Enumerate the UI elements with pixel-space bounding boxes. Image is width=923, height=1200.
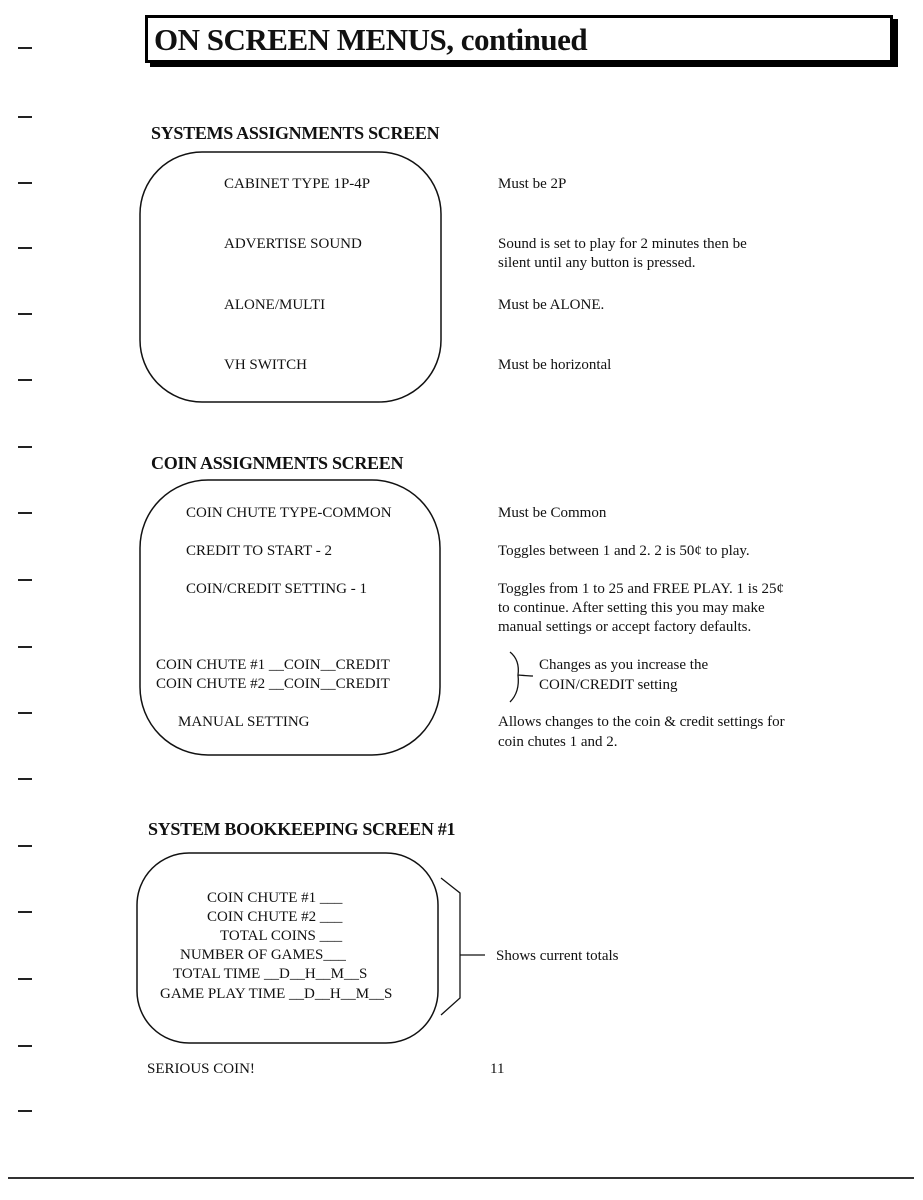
- coin-credit-note-line1: Toggles from 1 to 25 and FREE PLAY. 1 is 25¢: [498, 581, 785, 597]
- bookkeeping-bracket: [441, 878, 460, 1015]
- advertise-sound-label: ADVERTISE SOUND: [224, 236, 362, 252]
- alone-multi-label: ALONE/MULTI: [224, 297, 326, 313]
- cabinet-type-label: CABINET TYPE 1P-4P: [224, 176, 371, 192]
- manual-setting-label: MANUAL SETTING: [178, 714, 310, 730]
- vh-switch-note: Must be horizontal: [498, 357, 612, 373]
- bk-total-coins: TOTAL COINS ___: [220, 928, 343, 944]
- vh-switch-label: VH SWITCH: [224, 357, 307, 373]
- page-number: 11: [490, 1061, 505, 1077]
- coin-heading: COIN ASSIGNMENTS SCREEN: [151, 453, 404, 473]
- coin-chute-2-label: COIN CHUTE #2 __COIN__CREDIT: [156, 676, 390, 692]
- manual-setting-note-line1: Allows changes to the coin & credit settings for: [498, 714, 785, 730]
- bk-game-play-time: GAME PLAY TIME __D__H__M__S: [160, 986, 393, 1002]
- bookkeeping-note: Shows current totals: [496, 948, 619, 964]
- advertise-sound-note-line1: Sound is set to play for 2 minutes then be: [498, 236, 747, 252]
- coin-chute-type-label: COIN CHUTE TYPE-COMMON: [186, 505, 392, 521]
- chutes-note-line1: Changes as you increase the: [539, 657, 709, 673]
- alone-multi-note: Must be ALONE.: [498, 297, 605, 313]
- chutes-note-line2: COIN/CREDIT setting: [539, 677, 678, 693]
- bk-coin-chute-1: COIN CHUTE #1 ___: [207, 890, 343, 906]
- credit-to-start-label: CREDIT TO START - 2: [186, 543, 332, 559]
- chutes-brace: [510, 652, 533, 702]
- manual-setting-note-line2: coin chutes 1 and 2.: [498, 734, 618, 750]
- coin-credit-note-line3: manual settings or accept factory defaults.: [498, 619, 752, 635]
- coin-credit-setting-label: COIN/CREDIT SETTING - 1: [186, 581, 367, 597]
- bk-coin-chute-2: COIN CHUTE #2 ___: [207, 909, 343, 925]
- page-title: ON SCREEN MENUS, continued: [154, 22, 588, 57]
- bookkeeping-heading: SYSTEM BOOKKEEPING SCREEN #1: [148, 819, 456, 839]
- systems-heading: SYSTEMS ASSIGNMENTS SCREEN: [151, 123, 440, 143]
- coin-credit-note-line2: to continue. After setting this you may make: [498, 600, 765, 616]
- coin-chute-type-note: Must be Common: [498, 505, 607, 521]
- cabinet-type-note: Must be 2P: [498, 176, 567, 192]
- bk-number-of-games: NUMBER OF GAMES___: [180, 947, 346, 963]
- credit-to-start-note: Toggles between 1 and 2. 2 is 50¢ to play.: [498, 543, 750, 559]
- bottom-rule: [8, 1177, 914, 1179]
- footer-game-name: SERIOUS COIN!: [147, 1061, 255, 1077]
- advertise-sound-note-line2: silent until any button is pressed.: [498, 255, 696, 271]
- bk-total-time: TOTAL TIME __D__H__M__S: [173, 966, 368, 982]
- coin-chute-1-label: COIN CHUTE #1 __COIN__CREDIT: [156, 657, 390, 673]
